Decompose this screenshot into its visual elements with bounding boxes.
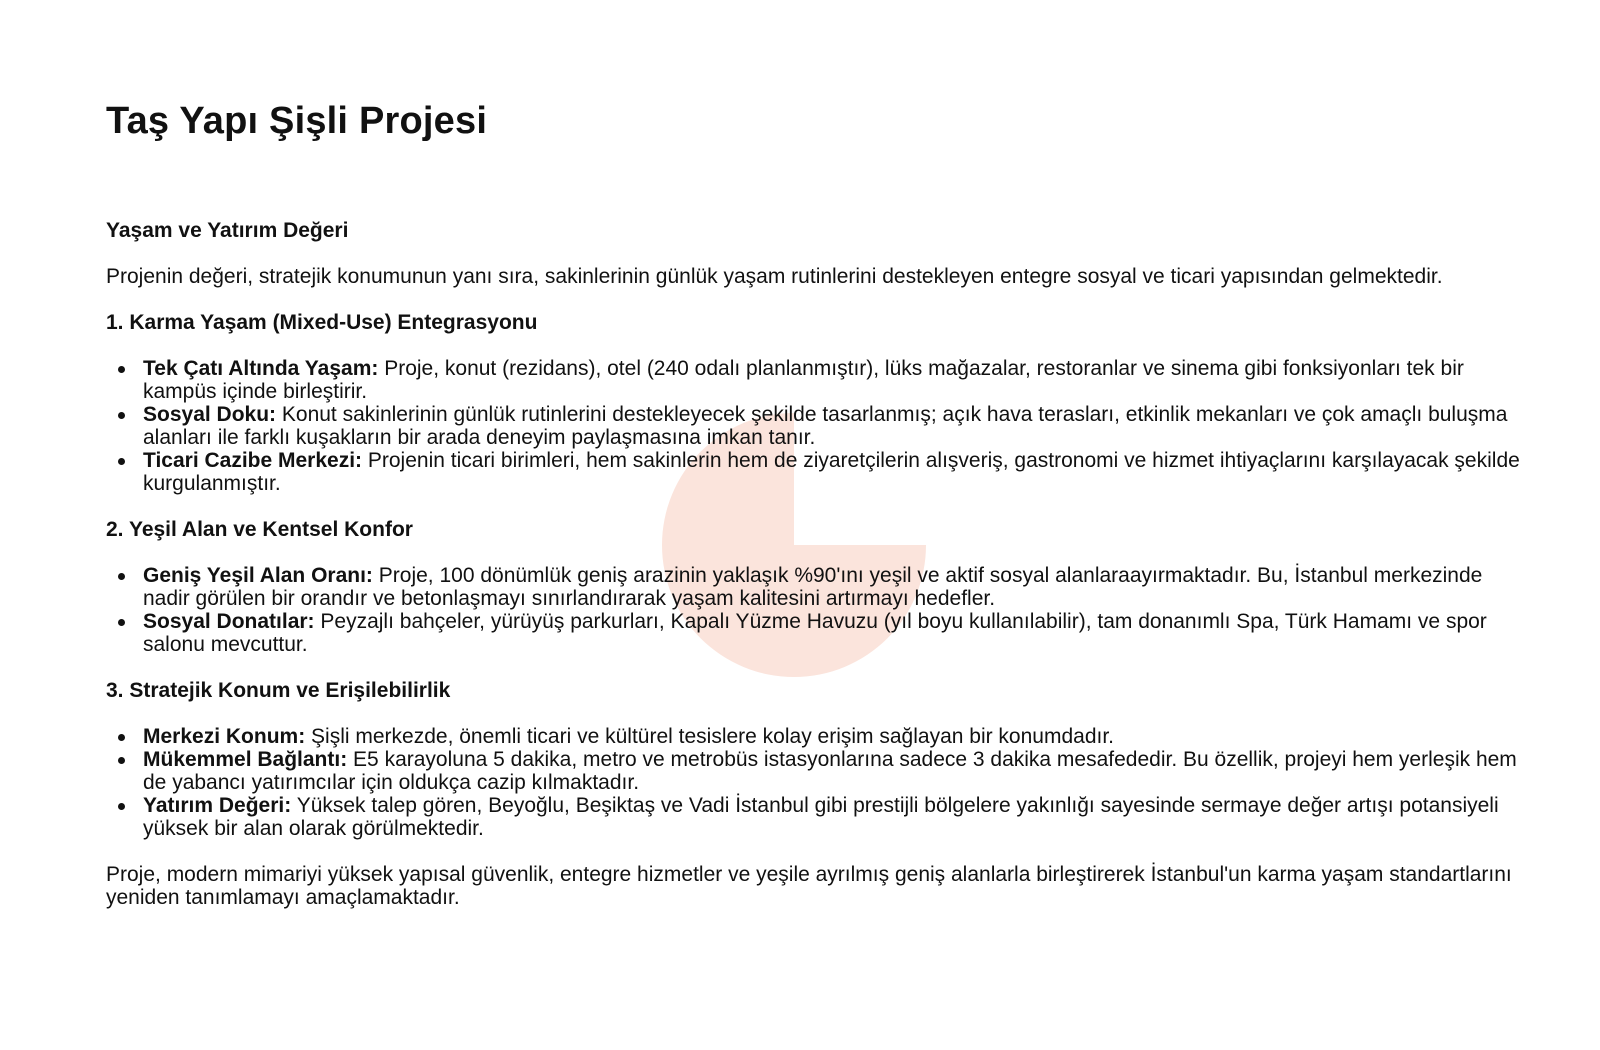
list-item-term: Yatırım Değeri: <box>143 794 292 817</box>
list-item-text: Projenin ticari birimleri, hem sakinlerin hem de ziyaretçilerin alışveriş, gastronomi ve hizmet ihtiyaçlarını karşılayacak şekilde kurgulanmıştır. <box>143 449 1520 495</box>
green-space-list <box>106 564 1526 656</box>
list-item-text: Konut sakinlerinin günlük rutinlerini destekleyecek şekilde tasarlanmış; açık hava terasları, etkinlik mekanları ve çok amaçlı buluşma alanları ile farklı kuşakların bir arada deneyim paylaşmasına imkan tanır. <box>143 403 1508 449</box>
list-item-term: Tek Çatı Altında Yaşam: <box>143 357 379 380</box>
document-title: Taş Yapı Şişli Projesi <box>106 100 488 142</box>
list-item-text: E5 karayoluna 5 dakika, metro ve metrobüs istasyonlarına sadece 3 dakika mesafededir. Bu özellik, projeyi hem yerleşik hem de yabancı yatırımcılar için oldukça cazip kılmaktadır. <box>143 748 1517 794</box>
list-item-term: Mükemmel Bağlantı: <box>143 748 348 771</box>
list-item-term: Merkezi Konum: <box>143 725 306 748</box>
list-item-term: Ticari Cazibe Merkezi: <box>143 449 363 472</box>
section-heading-location: 3. Stratejik Konum ve Erişilebilirlik <box>106 679 451 702</box>
intro-heading: Yaşam ve Yatırım Değeri <box>106 219 349 242</box>
list-item-term: Geniş Yeşil Alan Oranı: <box>143 564 373 587</box>
list-item <box>143 564 1526 610</box>
list-item-term: Sosyal Doku: <box>143 403 277 426</box>
closing-paragraph: Proje, modern mimariyi yüksek yapısal güvenlik, entegre hizmetler ve yeşile ayrılmış geniş alanlarla birleştirerek İstanbul'un karma yaşam standartlarını yeniden tanımlamayı amaçlamaktadır. <box>106 863 1512 909</box>
mixed-use-list <box>106 357 1526 495</box>
list-item-text: Peyzajlı bahçeler, yürüyüş parkurları, Kapalı Yüzme Havuzu (yıl boyu kullanılabilir), tam donanımlı Spa, Türk Hamamı ve spor salonu mevcuttur. <box>143 610 1487 656</box>
list-item <box>143 449 1526 495</box>
list-item <box>143 610 1526 656</box>
document <box>106 100 1526 932</box>
intro-paragraph: Projenin değeri, stratejik konumunun yanı sıra, sakinlerinin günlük yaşam rutinlerini destekleyen entegre sosyal ve ticari yapısından gelmektedir. <box>106 265 1443 288</box>
list-item-text: Şişli merkezde, önemli ticari ve kültürel tesislere kolay erişim sağlayan bir konumdadır. <box>305 725 1115 748</box>
list-item <box>143 748 1526 794</box>
list-item <box>143 794 1526 840</box>
list-item-term: Sosyal Donatılar: <box>143 610 315 633</box>
list-item <box>143 725 1526 748</box>
list-item-text: Proje, 100 dönümlük geniş arazinin yaklaşık %90'ını yeşil ve aktif sosyal alanlaraayırmaktadır. Bu, İstanbul merkezinde nadir görülen bir orandır ve betonlaşmayı sınırlandırarak yaşam kalitesini artırmayı hedefler. <box>143 564 1483 610</box>
section-heading-green-space: 2. Yeşil Alan ve Kentsel Konfor <box>106 518 413 541</box>
list-item-text: Yüksek talep gören, Beyoğlu, Beşiktaş ve Vadi İstanbul gibi prestijli bölgelere yakınlığı sayesinde sermaye değer artışı potansiyeli yüksek bir alan olarak görülmektedir. <box>143 794 1499 840</box>
location-list <box>106 725 1526 840</box>
list-item <box>143 357 1526 403</box>
list-item <box>143 403 1526 449</box>
list-item-text: Proje, konut (rezidans), otel (240 odalı planlanmıştır), lüks mağazalar, restoranlar ve sinema gibi fonksiyonları tek bir kampüs içinde birleştirir. <box>143 357 1464 403</box>
section-heading-mixed-use: 1. Karma Yaşam (Mixed-Use) Entegrasyonu <box>106 311 538 334</box>
